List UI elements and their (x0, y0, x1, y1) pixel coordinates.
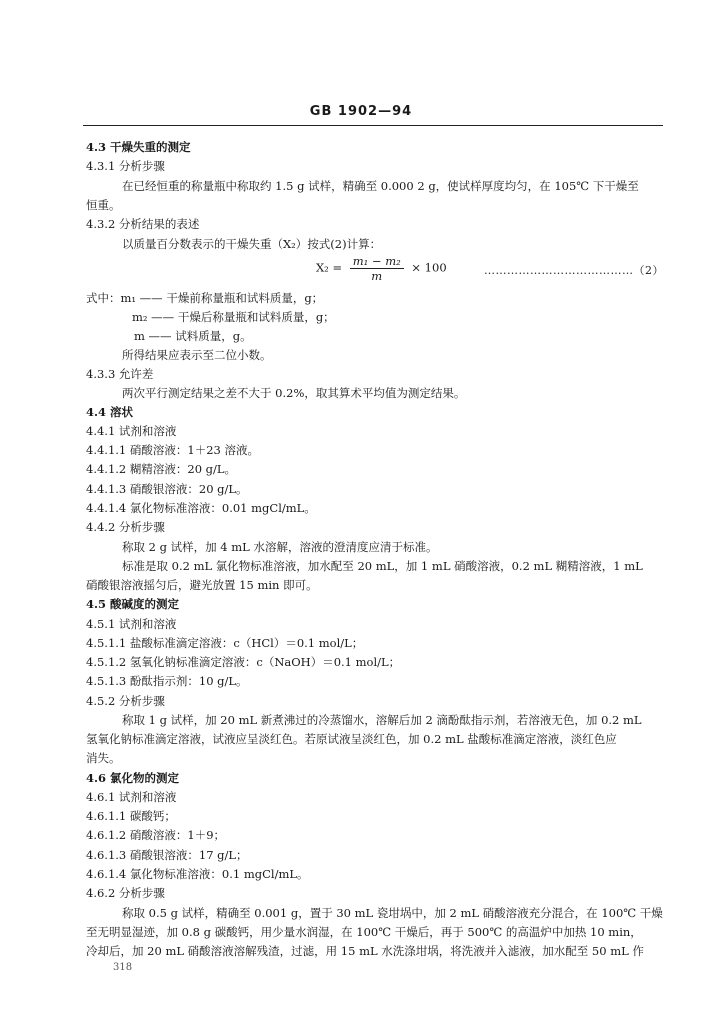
paragraph-line: 所得结果应表示至二位小数。 (122, 348, 272, 362)
list-item: 4.5.1.1 盐酸标准滴定溶液：c（HCl）＝0.1 mol/L； (86, 636, 364, 650)
formula-rhs: × 100 (411, 260, 447, 275)
page-number: 318 (113, 962, 133, 973)
formula-denominator: m (371, 269, 383, 283)
heading-4-4: 4.4 溶状 (86, 405, 134, 419)
paragraph-line: 称取 1 g 试样，加 20 mL 新煮沸过的冷蒸馏水，溶解后加 2 滴酚酞指示剂，若溶液无色，加 0.2 mL (122, 713, 642, 727)
paragraph-line: 两次平行测定结果之差不大于 0.2%，取其算术平均值为测定结果。 (122, 386, 466, 400)
formula-lhs: X₂ = (316, 260, 343, 275)
legend-line: 式中：m₁ —— 干燥前称量瓶和试料质量，g； (86, 291, 324, 305)
paragraph-line: 冷却后，加 20 mL 硝酸溶液溶解残渣，过滤，用 15 mL 水洗涤坩埚，将洗液并入滤液，加水配至 50 mL 作 (86, 944, 644, 958)
paragraph-line: 称取 2 g 试样，加 4 mL 水溶解，溶液的澄清度应清于标准。 (122, 540, 438, 554)
legend-line: m₂ —— 干燥后称量瓶和试料质量，g； (132, 310, 335, 324)
subheading-4-3-1: 4.3.1 分析步骤 (86, 159, 165, 173)
paragraph-line: 氢氧化钠标准滴定溶液，试液应呈淡红色。若原试液呈淡红色，加 0.2 mL 盐酸标准滴定溶液，淡红色应 (86, 732, 617, 746)
list-item: 4.4.1.4 氯化物标准溶液：0.01 mgCl/mL。 (86, 501, 316, 515)
paragraph-line: 称取 0.5 g 试样，精确至 0.001 g，置于 30 mL 瓷坩埚中，加 2 mL 硝酸溶液充分混合，在 100℃ 干燥 (122, 906, 663, 920)
header-rule (83, 125, 663, 126)
list-item: 4.5.1.3 酚酞指示剂：10 g/L。 (86, 674, 248, 688)
paragraph-line: 至无明显湿迹，加 0.8 g 碳酸钙，用少量水润湿，在 100℃ 干燥后，再于 500℃ 的高温炉中加热 10 min， (86, 925, 642, 939)
list-item: 4.4.1.2 糊精溶液：20 g/L。 (86, 462, 237, 476)
paragraph-line: 标准是取 0.2 mL 氯化物标准溶液，加水配至 20 mL，加 1 mL 硝酸溶液，0.2 mL 糊精溶液，1 mL (122, 559, 643, 573)
equation-number: …………………………………（2） (484, 264, 664, 277)
page-header-title: GB 1902—94 (309, 104, 413, 119)
paragraph-line: 以质量百分数表示的干燥失重（X₂）按式(2)计算： (122, 237, 382, 251)
legend-line: m —— 试料质量，g。 (134, 329, 252, 343)
formula-fraction (350, 254, 404, 283)
paragraph-line: 硝酸银溶液摇匀后，避光放置 15 min 即可。 (86, 578, 318, 592)
heading-4-6: 4.6 氯化物的测定 (86, 771, 180, 785)
subheading-4-5-2: 4.5.2 分析步骤 (86, 694, 165, 708)
list-item: 4.6.1.1 碳酸钙； (86, 809, 176, 823)
subheading-4-6-1: 4.6.1 试剂和溶液 (86, 790, 177, 804)
formula-numerator: m₁ − m₂ (350, 254, 404, 269)
list-item: 4.4.1.1 硝酸溶液：1＋23 溶液。 (86, 443, 259, 457)
formula-x2 (316, 254, 447, 283)
subheading-4-6-2: 4.6.2 分析步骤 (86, 886, 165, 900)
heading-4-5: 4.5 酸碱度的测定 (86, 597, 180, 611)
list-item: 4.6.1.3 硝酸银溶液：17 g/L； (86, 848, 248, 862)
subheading-4-3-2: 4.3.2 分析结果的表述 (86, 217, 200, 231)
paragraph-line: 恒重。 (86, 198, 121, 212)
subheading-4-4-2: 4.4.2 分析步骤 (86, 520, 165, 534)
paragraph-line: 在已经恒重的称量瓶中称取约 1.5 g 试样，精确至 0.000 2 g，使试样厚度均匀，在 105℃ 下干燥至 (122, 179, 639, 193)
paragraph-line: 消失。 (86, 751, 121, 765)
list-item: 4.5.1.2 氢氧化钠标准滴定溶液：c（NaOH）＝0.1 mol/L； (86, 655, 401, 669)
subheading-4-3-3: 4.3.3 允许差 (86, 367, 154, 381)
list-item: 4.4.1.3 硝酸银溶液：20 g/L。 (86, 482, 248, 496)
heading-4-3: 4.3 干燥失重的测定 (86, 140, 191, 154)
list-item: 4.6.1.2 硝酸溶液：1＋9； (86, 828, 226, 842)
subheading-4-4-1: 4.4.1 试剂和溶液 (86, 424, 177, 438)
subheading-4-5-1: 4.5.1 试剂和溶液 (86, 617, 177, 631)
list-item: 4.6.1.4 氯化物标准溶液：0.1 mgCl/mL。 (86, 867, 309, 881)
